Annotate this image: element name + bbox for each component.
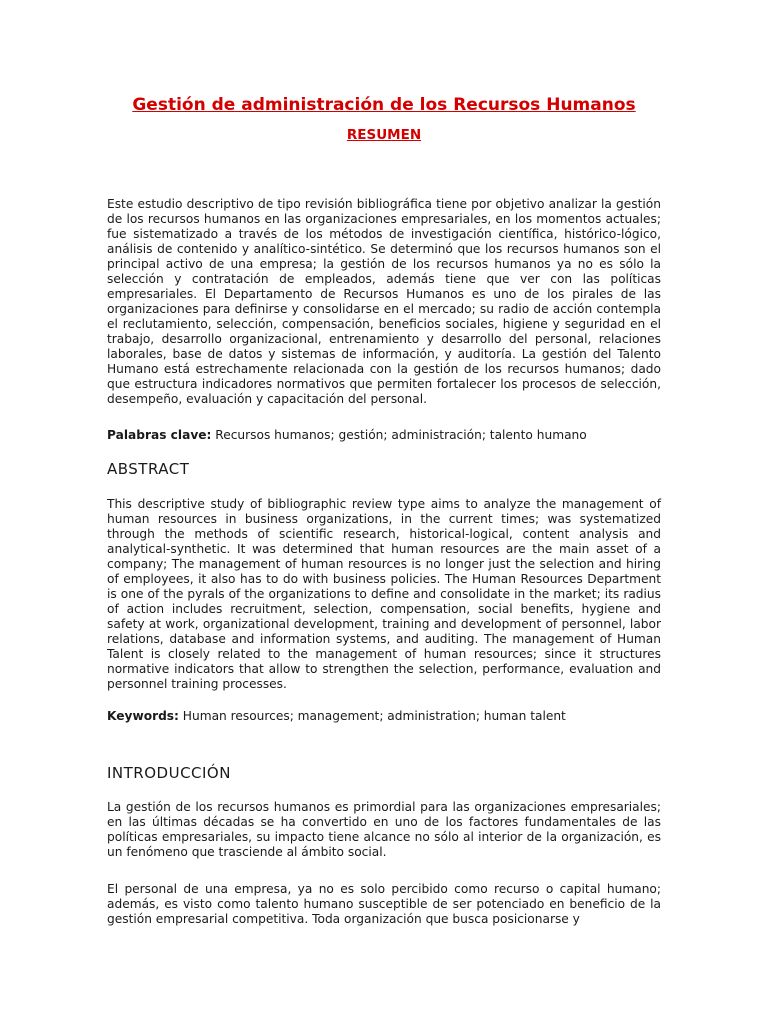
abstract-paragraph: This descriptive study of bibliographic review type aims to analyze the management of human resources in business organizations, in the current times; was systematized through the methods of scientific research, historical-logical, content analysis and analytical-synthetic. It was determined that human resources are the main asset of a company; The management of human resources is no longer just the selection and hiring of employees, it also has to do with business policies. The Human Resources Department is one of the pyrals of the organizations to define and consolidate in the market; its radius of action includes recruitment, selection, compensation, social benefits, hygiene and safety at work, organizational development, training and development of personnel, labor relations, database and information systems, and auditing. The management of Human Talent is closely related to the management of human resources; since it structures normative indicators that allow to strengthen the selection, performance, evaluation and personnel training processes. xyxy=(107,497,661,691)
intro-paragraph-1: La gestión de los recursos humanos es primordial para las organizaciones empresariales; en las últimas décadas se ha convertido en uno de los factores fundamentales de las políticas empresariales, su impacto tiene alcance no sólo al interior de la organización, es un fenómeno que trasciende al ámbito social. xyxy=(107,800,661,859)
introduccion-heading: INTRODUCCIÓN xyxy=(107,764,231,782)
document-title: Gestión de administración de los Recursos Humanos xyxy=(132,95,636,115)
palabras-clave-label: Palabras clave: xyxy=(107,428,212,442)
abstract-heading: ABSTRACT xyxy=(107,460,190,478)
intro-paragraph-2: El personal de una empresa, ya no es solo percibido como recurso o capital humano; además, es visto como talento humano susceptible de ser potenciado en beneficio de la gestión empresarial competitiva. Toda organización que busca posicionarse y xyxy=(107,882,661,926)
keywords-text: Human resources; management; administration; human talent xyxy=(178,709,566,723)
palabras-clave xyxy=(107,428,661,443)
palabras-clave-text: Recursos humanos; gestión; administración; talento humano xyxy=(211,428,587,442)
resumen-heading: RESUMEN xyxy=(346,127,422,143)
keywords xyxy=(107,709,661,724)
resumen-paragraph: Este estudio descriptivo de tipo revisión bibliográfica tiene por objetivo analizar la gestión de los recursos humanos en las organizaciones empresariales, en los momentos actuales; fue sistematizado a través de los métodos de investigación científica, histórico-lógico, análisis de contenido y analítico-sintético. Se determinó que los recursos humanos son el principal activo de una empresa; la gestión de los recursos humanos ya no es sólo la selección y contratación de empleados, además tiene que ver con las políticas empresariales. El Departamento de Recursos Humanos es uno de los pirales de las organizaciones para definirse y consolidarse en el mercado; su radio de acción contempla el reclutamiento, selección, compensación, beneficios sociales, higiene y seguridad en el trabajo, desarrollo organizacional, entrenamiento y desarrollo del personal, relaciones laborales, base de datos y sistemas de información, y auditoría. La gestión del Talento Humano está estrechamente relacionada con la gestión de los recursos humanos; dado que estructura indicadores normativos que permiten fortalecer los procesos de selección, desempeño, evaluación y capacitación del personal. xyxy=(107,197,661,406)
keywords-label: Keywords: xyxy=(107,709,179,723)
